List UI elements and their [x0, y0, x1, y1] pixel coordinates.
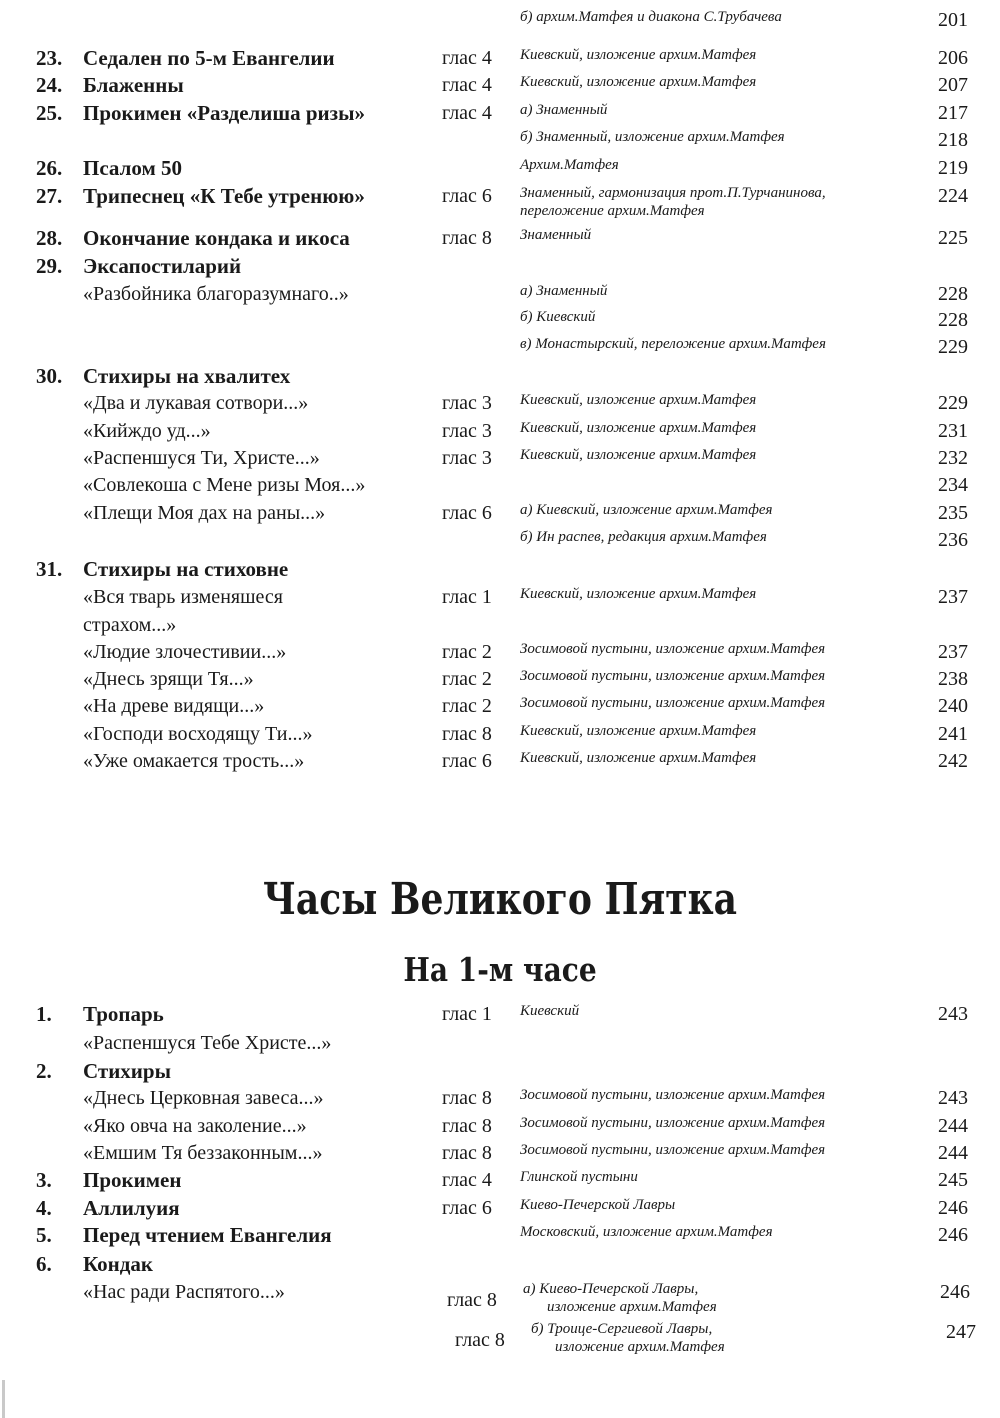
section-heading: Часы Великого Пятка [262, 874, 738, 925]
page-number: 206 [938, 47, 968, 69]
page-number: 228 [938, 309, 968, 331]
toc-row [0, 1000, 1000, 1028]
entry-incipit: «Емшим Тя беззаконным...» [83, 1142, 323, 1164]
entry-number: 1. [36, 1002, 52, 1026]
entry-number: 29. [36, 254, 63, 278]
entry-source: Зосимовой пустыни, изложение архим.Матфея [520, 1087, 826, 1103]
entry-title: Блаженны [83, 73, 184, 97]
page-number: 242 [938, 750, 968, 772]
entry-title: Аллилуия [83, 1196, 180, 1220]
toc-row [0, 126, 1000, 154]
page-number: 231 [938, 420, 968, 442]
entry-incipit: «Разбойника благоразумнаго..» [83, 283, 349, 305]
entry-source: б) Троице-Сергиевой Лавры, [531, 1321, 713, 1337]
entry-incipit: «Нас ради Распятого...» [83, 1281, 285, 1303]
page-number: 238 [938, 668, 968, 690]
entry-title: Седален по 5-м Евангелии [83, 46, 335, 70]
toc-row [0, 252, 1000, 280]
toc-row [0, 1250, 1000, 1278]
toc-row [0, 1139, 1000, 1167]
toc-row [0, 555, 1000, 583]
entry-tone: глас 8 [447, 1289, 497, 1311]
entry-number: 25. [36, 101, 63, 125]
scan-margin-mark [2, 1380, 5, 1418]
toc-row [0, 71, 1000, 99]
page-number: 234 [938, 474, 968, 496]
page-number: 232 [938, 447, 968, 469]
entry-number: 30. [36, 364, 63, 388]
entry-number: 3. [36, 1168, 52, 1192]
entry-source: Киевский [520, 1003, 580, 1019]
entry-tone: глас 4 [442, 1169, 492, 1191]
page-number: 228 [938, 283, 968, 305]
page-number: 247 [946, 1321, 976, 1343]
entry-source-continued: изложение архим.Матфея [547, 1299, 717, 1315]
entry-source: Киево-Печерской Лавры [520, 1197, 676, 1213]
entry-tone: глас 8 [455, 1329, 505, 1351]
entry-tone: глас 6 [442, 1197, 492, 1219]
entry-source: Киевский, изложение архим.Матфея [520, 47, 757, 63]
entry-tone: глас 1 [442, 586, 492, 608]
entry-incipit: «Кийждо уд...» [83, 420, 211, 442]
page-number: 218 [938, 129, 968, 151]
page-number: 244 [938, 1142, 968, 1164]
toc-row [0, 747, 1000, 775]
entry-title: Прокимен «Разделиша ризы» [83, 101, 365, 125]
toc-row [0, 611, 1000, 639]
entry-tone: глас 6 [442, 185, 492, 207]
toc-row [0, 389, 1000, 417]
page-number: 236 [938, 529, 968, 551]
entry-number: 31. [36, 557, 63, 581]
entry-title: Стихиры на хвалитех [83, 364, 291, 388]
entry-tone: глас 6 [442, 502, 492, 524]
page-number: 246 [940, 1281, 970, 1303]
entry-source-continued: изложение архим.Матфея [555, 1339, 725, 1355]
toc-row [0, 44, 1000, 72]
page-number: 207 [938, 74, 968, 96]
entry-source: Киевский, изложение архим.Матфея [520, 420, 757, 436]
toc-row [0, 692, 1000, 720]
entry-source: б) Ин распев, редакция архим.Матфея [520, 529, 767, 545]
entry-number: 6. [36, 1252, 52, 1276]
entry-incipit: «Днесь зрящи Тя...» [83, 668, 254, 690]
entry-title: Прокимен [83, 1168, 182, 1192]
toc-row [0, 526, 1000, 554]
entry-source: Киевский, изложение архим.Матфея [520, 392, 757, 408]
entry-source: а) Знаменный [520, 283, 608, 299]
entry-source: Глинской пустыни [520, 1169, 638, 1185]
entry-number: 23. [36, 46, 63, 70]
entry-source: Зосимовой пустыни, изложение архим.Матфея [520, 641, 826, 657]
entry-tone: глас 4 [442, 74, 492, 96]
toc-row [0, 99, 1000, 127]
toc-row [0, 1166, 1000, 1194]
entry-source: Киевский, изложение архим.Матфея [520, 74, 757, 90]
entry-number: 4. [36, 1196, 52, 1220]
entry-incipit: «На древе видящи...» [83, 695, 265, 717]
entry-source: Знаменный [520, 227, 592, 243]
entry-tone: глас 6 [442, 750, 492, 772]
toc-row [0, 1278, 1000, 1315]
entry-tone: глас 1 [442, 1003, 492, 1025]
entry-source: Зосимовой пустыни, изложение архим.Матфея [520, 668, 826, 684]
toc-row [0, 362, 1000, 390]
entry-source: Киевский, изложение архим.Матфея [520, 586, 757, 602]
page-number: 225 [938, 227, 968, 249]
entry-tone: глас 3 [442, 447, 492, 469]
toc-row [0, 1221, 1000, 1249]
toc-row [0, 224, 1000, 252]
toc-row [0, 1084, 1000, 1112]
toc-row [0, 280, 1000, 308]
toc-row [0, 583, 1000, 611]
entry-tone: глас 2 [442, 668, 492, 690]
page-number: 217 [938, 102, 968, 124]
entry-tone: глас 2 [442, 641, 492, 663]
entry-source: Киевский, изложение архим.Матфея [520, 750, 757, 766]
toc-row [0, 6, 1000, 34]
page-number: 244 [938, 1115, 968, 1137]
entry-source: Архим.Матфея [520, 157, 619, 173]
entry-source: Зосимовой пустыни, изложение архим.Матфея [520, 695, 826, 711]
entry-title: Стихиры [83, 1059, 171, 1083]
toc-row [0, 1112, 1000, 1140]
entry-incipit: «Распеншуся Тебе Христе...» [83, 1032, 332, 1054]
entry-number: 27. [36, 184, 63, 208]
entry-source: Киевский, изложение архим.Матфея [520, 723, 757, 739]
entry-incipit: «Днесь Церковная завеса...» [83, 1087, 324, 1109]
entry-title: Трипеснец «К Тебе утренюю» [83, 184, 365, 208]
entry-tone: глас 3 [442, 420, 492, 442]
toc-row [0, 499, 1000, 527]
entry-title: Тропарь [83, 1002, 164, 1026]
entry-tone: глас 2 [442, 695, 492, 717]
toc-row [0, 665, 1000, 693]
entry-number: 2. [36, 1059, 52, 1083]
page-number: 229 [938, 392, 968, 414]
entry-title: Эксапостиларий [83, 254, 242, 278]
toc-row [0, 417, 1000, 445]
entry-tone: глас 4 [442, 47, 492, 69]
entry-incipit: «Людие злочестивии...» [83, 641, 287, 663]
toc-row [0, 444, 1000, 472]
entry-title: Перед чтением Евангелия [83, 1223, 332, 1247]
toc-row [0, 306, 1000, 334]
entry-source: Знаменный, гармонизация прот.П.Турчанинова, [520, 185, 826, 201]
entry-incipit: «Плещи Моя дах на раны...» [83, 502, 326, 524]
page-number: 240 [938, 695, 968, 717]
entry-incipit: «Вся тварь изменяшеся [83, 586, 283, 608]
entry-source: а) Знаменный [520, 102, 608, 118]
page-number: 237 [938, 586, 968, 608]
page-number: 241 [938, 723, 968, 745]
entry-source: Зосимовой пустыни, изложение архим.Матфея [520, 1115, 826, 1131]
entry-number: 28. [36, 226, 63, 250]
entry-source-continued: переложение архим.Матфея [520, 203, 705, 219]
entry-number: 5. [36, 1223, 52, 1247]
subsection-heading: На 1-м часе [403, 950, 597, 989]
toc-row [0, 154, 1000, 182]
page-number: 219 [938, 157, 968, 179]
entry-incipit: «Совлекоша с Мене ризы Моя...» [83, 474, 366, 496]
page-number: 243 [938, 1087, 968, 1109]
page-number: 224 [938, 185, 968, 207]
entry-source: Московский, изложение архим.Матфея [520, 1224, 773, 1240]
entry-title: Окончание кондака и икоса [83, 226, 350, 250]
entry-number: 24. [36, 73, 63, 97]
page-number: 237 [938, 641, 968, 663]
entry-number: 26. [36, 156, 63, 180]
toc-row [0, 1057, 1000, 1085]
entry-title: Стихиры на стиховне [83, 557, 289, 581]
entry-tone: глас 4 [442, 102, 492, 124]
toc-row [0, 720, 1000, 748]
entry-title: Кондак [83, 1252, 154, 1276]
entry-incipit: «Господи восходящу Ти...» [83, 723, 313, 745]
entry-incipit: страхом...» [83, 614, 177, 636]
toc-row [0, 333, 1000, 361]
entry-source: а) Киево-Печерской Лавры, [523, 1281, 699, 1297]
entry-source: Зосимовой пустыни, изложение архим.Матфея [520, 1142, 826, 1158]
entry-title: Псалом 50 [83, 156, 183, 180]
entry-source: б) архим.Матфея и диакона С.Трубачева [520, 9, 782, 25]
entry-tone: глас 8 [442, 227, 492, 249]
toc-row [0, 182, 1000, 219]
entry-incipit: «Распеншуся Ти, Христе...» [83, 447, 320, 469]
toc-row [0, 1318, 1000, 1355]
entry-source: Киевский, изложение архим.Матфея [520, 447, 757, 463]
entry-tone: глас 8 [442, 1142, 492, 1164]
entry-tone: глас 8 [442, 1087, 492, 1109]
page-number: 201 [938, 9, 968, 31]
entry-tone: глас 8 [442, 1115, 492, 1137]
entry-source: б) Киевский [520, 309, 596, 325]
page-number: 243 [938, 1003, 968, 1025]
toc-row [0, 471, 1000, 499]
page-number: 245 [938, 1169, 968, 1191]
page-number: 229 [938, 336, 968, 358]
page-number: 246 [938, 1197, 968, 1219]
entry-source: в) Монастырский, переложение архим.Матфея [520, 336, 826, 352]
entry-tone: глас 8 [442, 723, 492, 745]
entry-tone: глас 3 [442, 392, 492, 414]
page-number: 246 [938, 1224, 968, 1246]
entry-source: а) Киевский, изложение архим.Матфея [520, 502, 773, 518]
page-number: 235 [938, 502, 968, 524]
toc-row [0, 1029, 1000, 1057]
entry-source: б) Знаменный, изложение архим.Матфея [520, 129, 785, 145]
toc-row [0, 638, 1000, 666]
entry-incipit: «Уже омакается трость...» [83, 750, 305, 772]
entry-incipit: «Два и лукавая сотвори...» [83, 392, 309, 414]
toc-row [0, 1194, 1000, 1222]
entry-incipit: «Яко овча на заколение...» [83, 1115, 307, 1137]
